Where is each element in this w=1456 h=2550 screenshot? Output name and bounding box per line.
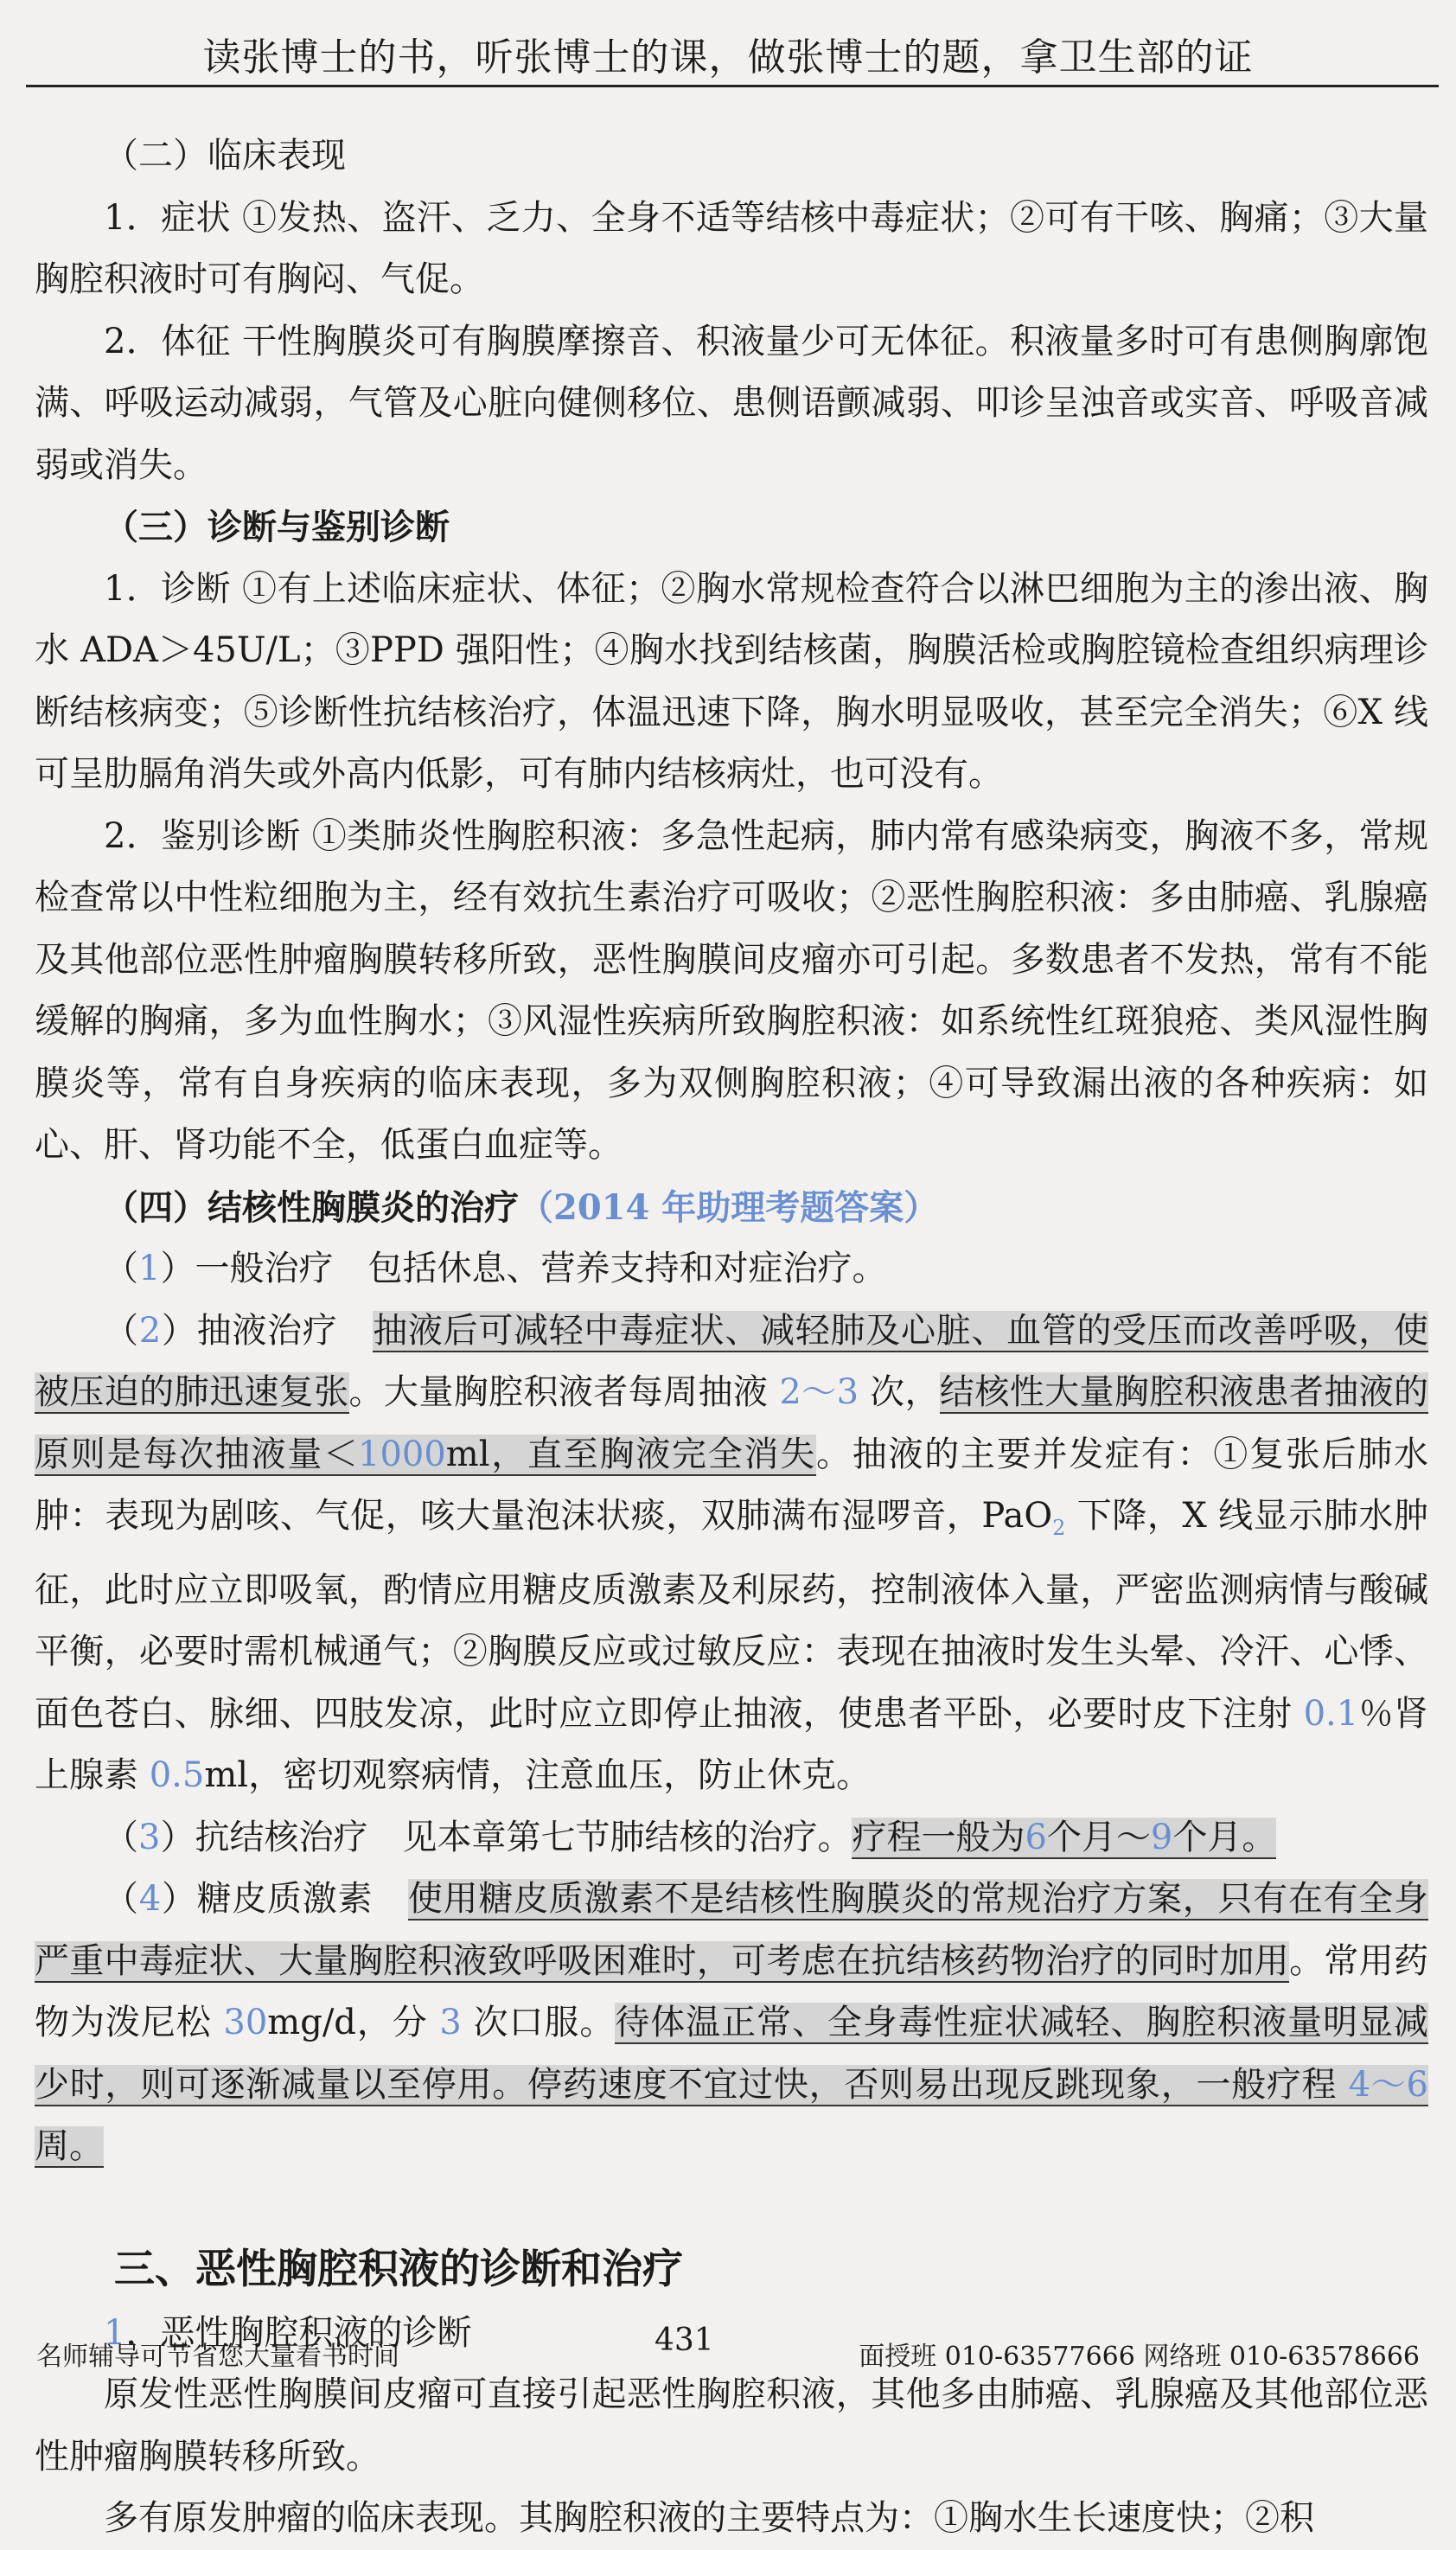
blue-number: 30 [223, 2003, 268, 2042]
blue-number: 1000 [358, 1434, 446, 1474]
item-label: 一般治疗 [195, 1249, 334, 1288]
treatment-title-text: （四）结核性胸膜炎的治疗 [104, 1186, 519, 1228]
treatment-item-steroids: （4）糖皮质激素 使用糖皮质激素不是结核性胸膜炎的常规治疗方案，只有在有全身严重中毒症状、大量胸腔积液致呼吸困难时，可考虑在抗结核药物治疗的同时加用。常用药物为泼尼松 30mg/d，分 3 次口服。待体温正常、全身毒性症状减轻、胸腔积液量明显减少时，则可逐渐减量以至停用。停药速度不宜过快，否则易出现反跳现象，一般疗程 4～6 周。 [35, 1879, 1429, 2166]
item-text: 包括休息、营养支持和对症治疗。 [367, 1249, 887, 1288]
paragraph-differential: 2．鉴别诊断 ①类肺炎性胸腔积液：多急性起病，肺内常有感染病变，胸液不多，常规检查常以中性粒细胞为主，经有效抗生素治疗可吸收；②恶性胸腔积液：多由肺癌、乳腺癌及其他部位恶性肿瘤胸膜转移所致，恶性胸膜间皮瘤亦可引起。多数患者不发热，常有不能缓解的胸痛，多为血性胸水；③风湿性疾病所致胸腔积液：如系统性红斑狼疮、类风湿性胸膜炎等，常有自身疾病的临床表现，多为双侧胸腔积液；④可导致漏出液的各种疾病：如心、肝、肾功能不全，低蛋白血症等。 [35, 815, 1428, 1165]
subsection-title: 1．恶性胸腔积液的诊断 [104, 2312, 472, 2353]
chapter-title: 三、恶性胸腔积液的诊断和治疗 [114, 2245, 683, 2293]
section-diagnosis-title: （三）诊断与鉴别诊断 [104, 507, 450, 547]
highlighted-text: 抽液后可减轻中毒症状、减轻肺及心脏、血管的受压而改善呼吸，使被压迫的肺迅速复张 [35, 1310, 1429, 1412]
section-clinical-title: （二）临床表现 [104, 136, 346, 176]
item-text: 见本章第七节肺结核的治疗。 [402, 1817, 853, 1857]
paragraph-symptoms: 1．症状 ①发热、盗汗、乏力、全身不适等结核中毒症状；②可有干咳、胸痛；③大量胸腔积液时可有胸闷、气促。 [35, 197, 1428, 299]
section-treatment-title [35, 1177, 1428, 1239]
exam-answer-note: （2014 年助理考题答案） [519, 1186, 939, 1228]
highlighted-text: 使用糖皮质激素不是结核性胸膜炎的常规治疗方案，只有在有全身严重中毒症状、大量胸腔积液致呼吸困难时，可考虑在抗结核药物治疗的同时加用 [35, 1879, 1429, 1981]
subsection-number: 1 [104, 2312, 126, 2353]
highlighted-text: 待体温正常、全身毒性症状减轻、胸腔积液量明显减少时，则可逐渐减量以至停用。停药速度不宜过快，否则易出现反跳现象，一般疗程 4～6 周。 [35, 2003, 1429, 2166]
paragraph-signs: 2．体征 干性胸膜炎可有胸膜摩擦音、积液量少可无体征。积液量多时可有患侧胸廓饱满、呼吸运动减弱，气管及心脏向健侧移位、患侧语颤减弱、叩诊呈浊音或实音、呼吸音减弱或消失。 [35, 321, 1428, 485]
page-body [35, 125, 1428, 2550]
paragraph-diagnosis: 1．诊断 ①有上述临床症状、体征；②胸水常规检查符合以淋巴细胞为主的渗出液、胸水 ADA＞45U/L；③PPD 强阳性；④胸水找到结核菌，胸膜活检或胸腔镜检查组织病理诊断结核病变；⑤诊断性抗结核治疗，体温迅速下降，胸水明显吸收，甚至完全消失；⑥X 线可呈肋膈角消失或外高内低影，可有肺内结核病灶，也可没有。 [35, 568, 1428, 794]
blue-number: 6 [1025, 1817, 1047, 1857]
item-label: 糖皮质激素 [196, 1879, 374, 1919]
paragraph-malignant-features: 多有原发肿瘤的临床表现。其胸腔积液的主要特点为：①胸水生长速度快；②积 [104, 2498, 1314, 2538]
treatment-item-antitb: （3）抗结核治疗 见本章第七节肺结核的治疗。疗程一般为6个月～9个月。 [104, 1817, 1277, 1857]
footer-slogan: 名师辅导可节省您大量看书时间 [36, 2342, 399, 2372]
item-label: 抽液治疗 [196, 1310, 338, 1351]
blue-number: 0.5 [149, 1755, 205, 1795]
treatment-item-general: （1）一般治疗 包括休息、营养支持和对症治疗。 [104, 1249, 887, 1288]
blue-number: 0.1 [1303, 1693, 1359, 1734]
highlighted-text: 疗程一般为6个月～9个月。 [852, 1817, 1277, 1857]
item-number: 1 [138, 1249, 161, 1288]
highlighted-text: 结核性大量胸腔积液患者抽液的原则是每次抽液量＜1000ml，直至胸液完全消失 [35, 1372, 1429, 1474]
page-header: 读张博士的书，听张博士的课，做张博士的题，拿卫生部的证 [202, 35, 1254, 80]
subscript-number: 2 [1052, 1516, 1066, 1540]
item-label: 抗结核治疗 [195, 1817, 368, 1857]
item-number: 3 [138, 1817, 161, 1857]
blue-number: 2～3 [779, 1372, 859, 1412]
blue-number: 4～6 [1348, 2064, 1428, 2105]
footer-contact: 面授班 010-63577666 网络班 010-63578666 [859, 2342, 1420, 2372]
paragraph-malignant-cause: 原发性恶性胸膜间皮瘤可直接引起恶性胸腔积液，其他多由肺癌、乳腺癌及其他部位恶性肿瘤胸膜转移所致。 [35, 2374, 1428, 2477]
blue-number: 9 [1150, 1817, 1173, 1857]
blue-number: 3 [439, 2003, 462, 2042]
item-number: 4 [138, 1879, 162, 1919]
treatment-item-drainage: （2）抽液治疗 抽液后可减轻中毒症状、减轻肺及心脏、血管的受压而改善呼吸，使被压迫的肺迅速复张。大量胸腔积液者每周抽液 2～3 次，结核性大量胸腔积液患者抽液的原则是每次抽液量＜1000ml，直至胸液完全消失。抽液的主要并发症有：①复张后肺水肿：表现为剧咳、气促，咳大量泡沫状痰，双肺满布湿啰音，PaO$_2$ 下降，X 线显示肺水肿征，此时应立即吸氧，酌情应用糖皮质激素及利尿药，控制液体入量，严密监测病情与酸碱平衡，必要时需机械通气；②胸膜反应或过敏反应：表现在抽液时发生头晕、冷汗、心悸、面色苍白、脉细、四肢发凉，此时应立即停止抽液，使患者平卧，必要时皮下注射 0.1％肾上腺素 0.5ml，密切观察病情，注意血压，防止休克。 [35, 1310, 1429, 1795]
item-number: 2 [138, 1310, 162, 1351]
page-number: 431 [655, 2323, 714, 2358]
header-divider [26, 85, 1439, 87]
